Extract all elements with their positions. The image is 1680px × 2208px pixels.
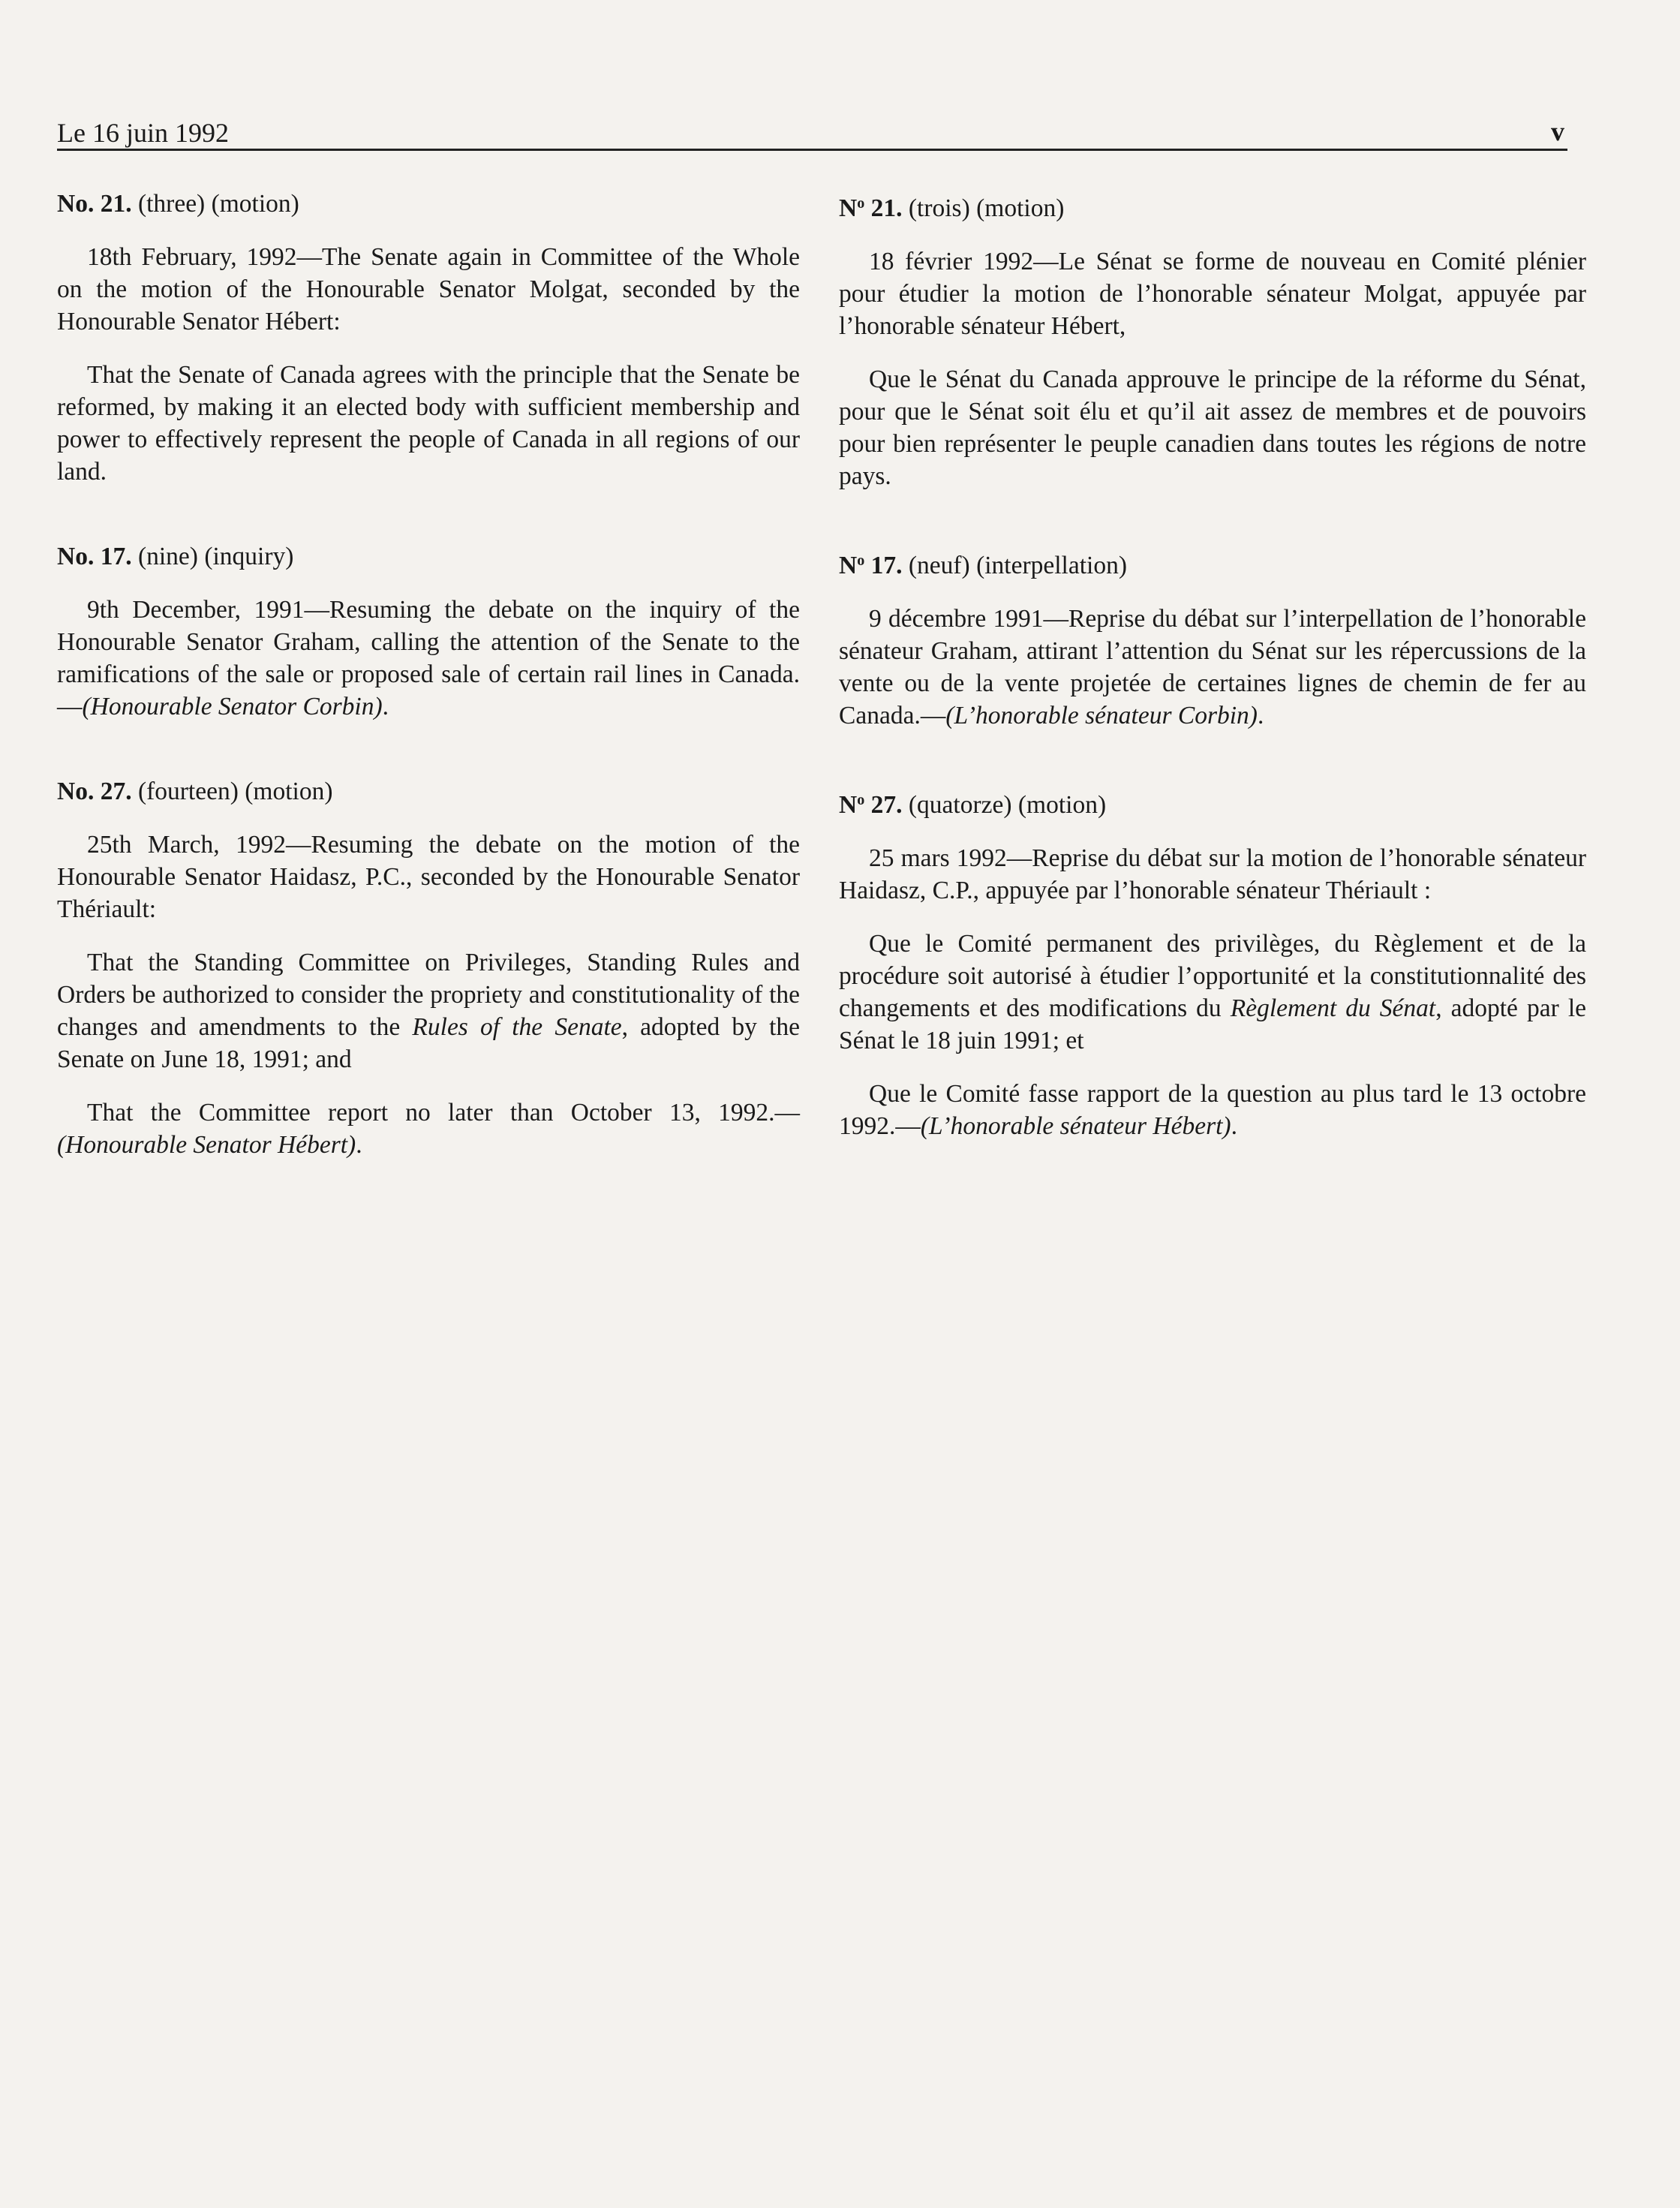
item-heading: No. 27. (fourteen) (motion)	[57, 778, 333, 805]
item-heading: $N^o$ 27. (quatorze) (motion)	[839, 791, 1107, 820]
order-item-27-fr	[839, 784, 1586, 1142]
item-paragraph: That the Standing Committee on Privileges, Standing Rules and Orders be authorized to consider the propriety and constitutionality of the changes and amendments to the Rules of the Senate, adopted by the Senate on June 18, 1991; and	[57, 949, 800, 1073]
item-paragraph: That the Committee report no later than October 13, 1992.—(Honourable Senator Hébert).	[57, 1099, 800, 1159]
item-paragraph: Que le Sénat du Canada approuve le principe de la réforme du Sénat, pour que le Sénat soit élu et qu’il ait assez de membres et de pouvoirs pour bien représenter le peuple canadien dans toutes les régions de notre pays.	[839, 365, 1586, 491]
item-paragraph: 25 mars 1992—Reprise du débat sur la motion de l’honorable sénateur Haidasz, C.P., appuyée par l’honorable sénateur Thériault :	[839, 844, 1586, 905]
header-date: Le 16 juin 1992	[57, 118, 229, 148]
item-paragraph: 18 février 1992—Le Sénat se forme de nouveau en Comité plénier pour étudier la motion de l’honorable sénateur Molgat, appuyée par l’honorable sénateur Hébert,	[839, 248, 1586, 341]
item-heading: No. 21. (three) (motion)	[57, 190, 299, 218]
item-paragraph: 25th March, 1992—Resuming the debate on the motion of the Honourable Senator Haidasz, P.C., seconded by the Honourable Senator Thériault:	[57, 831, 800, 923]
item-heading: $N^o$ 21. (trois) (motion)	[839, 194, 1065, 223]
item-paragraph: Que le Comité permanent des privilèges, du Règlement et de la procédure soit autorisé à étudier l’opportunité et la constitutionnalité des changements et des modifications du Règlement du Sénat, adopté par le Sénat le 18 juin 1991; et	[839, 930, 1586, 1055]
order-item-27-en	[57, 775, 800, 1161]
item-paragraph: That the Senate of Canada agrees with the principle that the Senate be reformed, by making it an elected body with sufficient membership and power to effectively represent the people of Canada in all regions of our land.	[57, 361, 800, 486]
order-item-21-en	[57, 188, 800, 488]
english-column	[57, 188, 800, 1182]
item-heading: $N^o$ 17. (neuf) (interpellation)	[839, 552, 1128, 580]
item-paragraph: 9 décembre 1991—Reprise du débat sur l’interpellation de l’honorable sénateur Graham, attirant l’attention du Sénat sur les répercussions de la vente ou de la vente projetée de certaines lignes de chemin de fer au Canada.—(L’honorable sénateur Corbin).	[839, 605, 1586, 730]
order-item-21-fr	[839, 188, 1586, 492]
order-item-17-en	[57, 540, 800, 723]
page-header	[57, 113, 1567, 151]
item-paragraph: Que le Comité fasse rapport de la question au plus tard le 13 octobre 1992.—(L’honorable sénateur Hébert).	[839, 1080, 1586, 1141]
item-heading: No. 17. (nine) (inquiry)	[57, 543, 294, 570]
order-item-17-fr	[839, 545, 1586, 732]
page-number: v	[1551, 116, 1564, 146]
item-paragraph: 9th December, 1991—Resuming the debate on the inquiry of the Honourable Senator Graham, calling the attention of the Senate to the ramifications of the sale or proposed sale of certain rail lines in Canada.—(Honourable Senator Corbin).	[57, 596, 800, 720]
item-paragraph: 18th February, 1992—The Senate again in Committee of the Whole on the motion of the Honourable Senator Molgat, seconded by the Honourable Senator Hébert:	[57, 243, 800, 335]
french-column	[839, 188, 1586, 1163]
